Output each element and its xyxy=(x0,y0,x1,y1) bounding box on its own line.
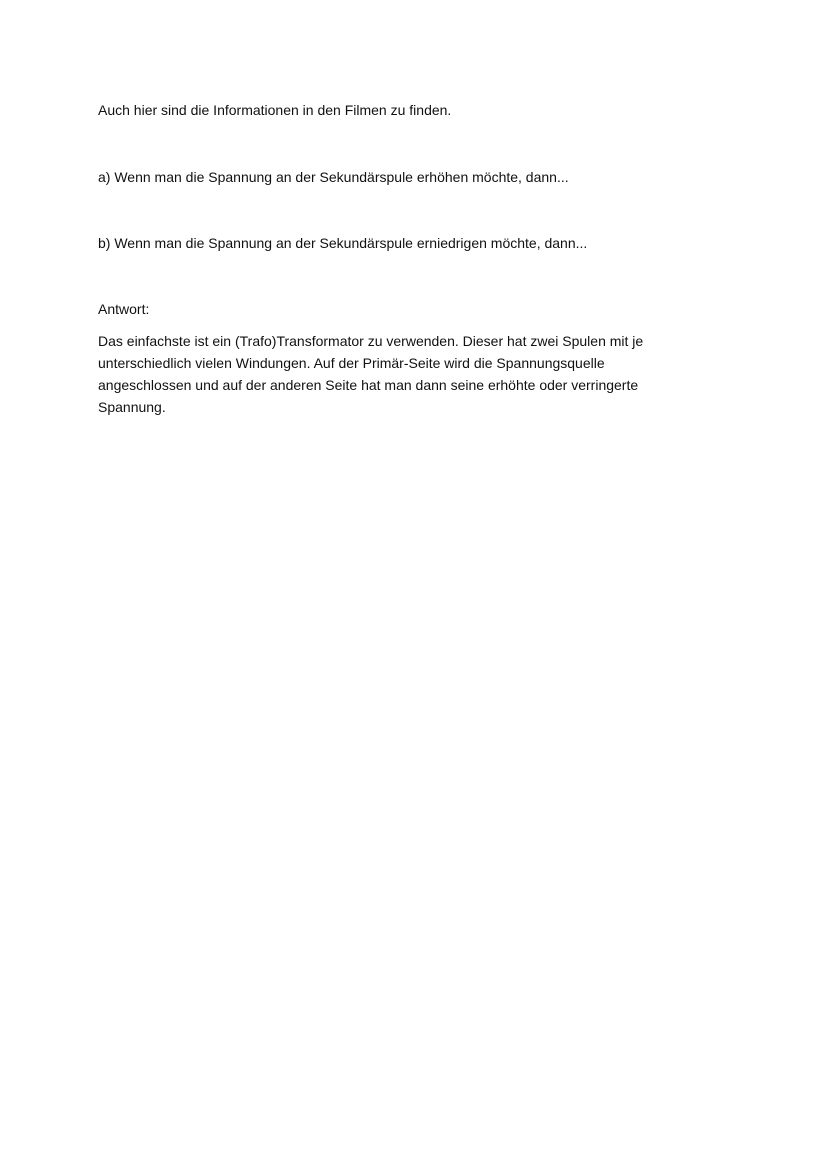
answer-line: Das einfachste ist ein (Trafo)Transformator zu verwenden. Dieser hat zwei Spulen mit je xyxy=(98,333,644,349)
intro-text: Auch hier sind die Informationen in den Filmen zu finden. xyxy=(98,102,452,118)
question-b: b) Wenn man die Spannung an der Sekundärspule erniedrigen möchte, dann... xyxy=(98,235,588,251)
answer-line: Spannung. xyxy=(98,399,166,415)
answer-line: unterschiedlich vielen Windungen. Auf der Primär-Seite wird die Spannungsquelle xyxy=(98,355,605,371)
answer-paragraph xyxy=(98,330,708,418)
answer-line: angeschlossen und auf der anderen Seite hat man dann seine erhöhte oder verringerte xyxy=(98,377,639,393)
answer-label: Antwort: xyxy=(98,301,150,317)
question-a: a) Wenn man die Spannung an der Sekundärspule erhöhen möchte, dann... xyxy=(98,169,569,185)
